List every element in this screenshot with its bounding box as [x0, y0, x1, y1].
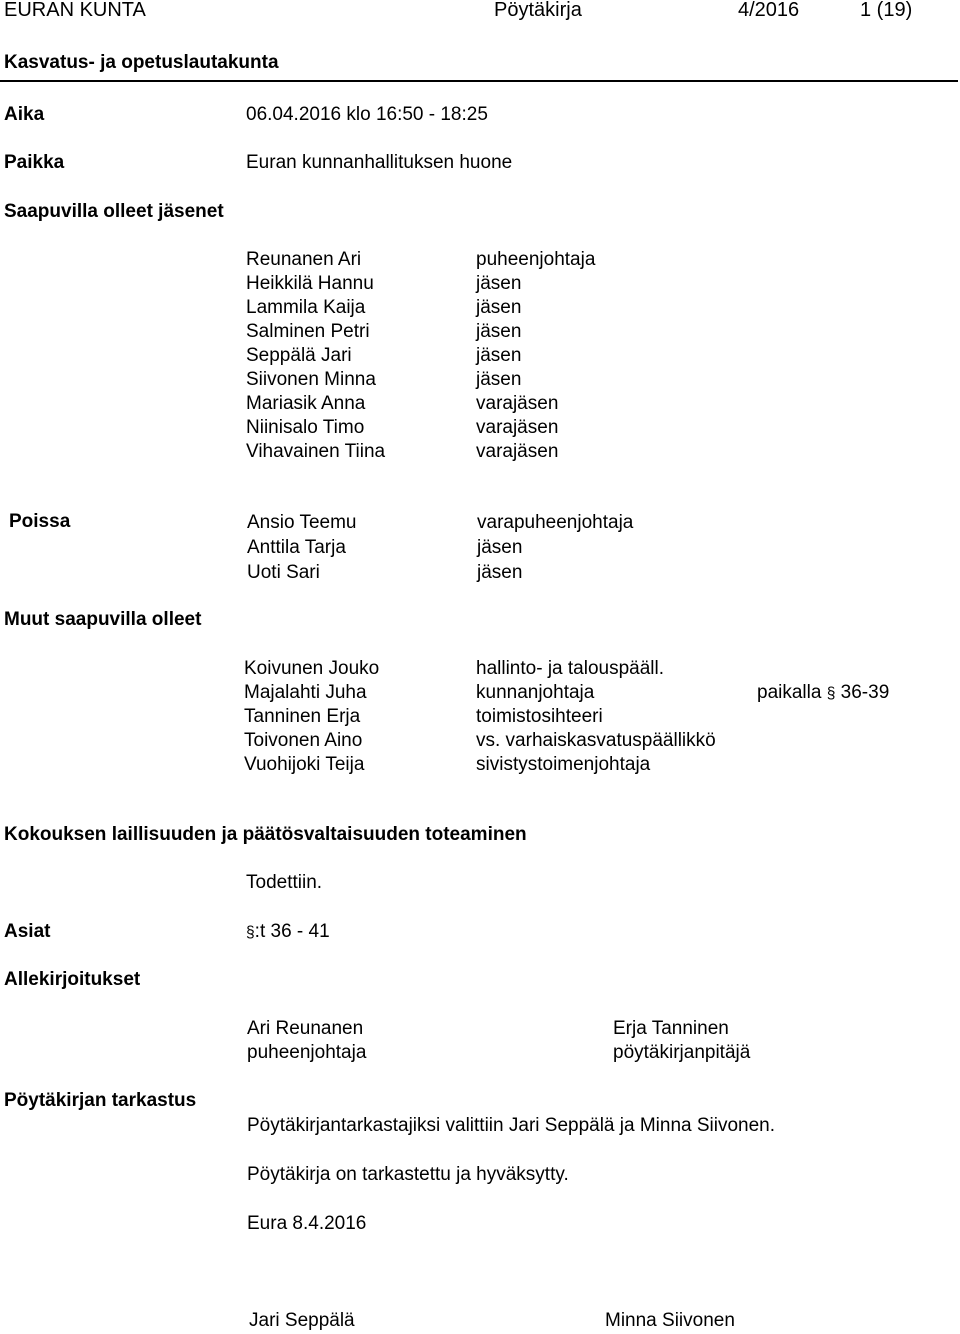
member-role: jäsen: [476, 345, 522, 366]
member-name: Heikkilä Hannu: [246, 273, 374, 294]
person-name: Vuohijoki Teija: [244, 754, 365, 775]
present-roles: [476, 248, 595, 464]
time-value: 06.04.2016 klo 16:50 - 18:25: [246, 104, 488, 125]
review-label: Pöytäkirjan tarkastus: [4, 1090, 197, 1111]
member-role: jäsen: [477, 537, 523, 558]
member-role: jäsen: [476, 297, 522, 318]
signer2-name: Erja Tanninen: [613, 1018, 729, 1039]
member-role: varajäsen: [476, 441, 559, 462]
person-role: vs. varhaiskasvatuspäällikkö: [476, 730, 716, 751]
others-names: [244, 657, 379, 777]
signatures-label: Allekirjoitukset: [4, 969, 141, 990]
member-role: puheenjohtaja: [476, 249, 596, 270]
person-role: toimistosihteeri: [476, 706, 603, 727]
present-names: [246, 248, 385, 464]
member-name: Ansio Teemu: [247, 512, 357, 533]
member-name: Niinisalo Timo: [246, 417, 365, 438]
member-role: jäsen: [476, 273, 522, 294]
quorum-value: Todettiin.: [246, 872, 323, 893]
section-sign: §: [246, 924, 255, 941]
header-doc-type: Pöytäkirja: [494, 0, 582, 21]
member-name: Seppälä Jari: [246, 345, 352, 366]
matters-value: [246, 920, 330, 945]
person-name: Majalahti Juha: [244, 682, 367, 703]
matters-range: :t 36 - 41: [254, 921, 330, 942]
member-role: jäsen: [477, 562, 523, 583]
member-role: jäsen: [476, 369, 522, 390]
member-name: Lammila Kaija: [246, 297, 366, 318]
place-value: Euran kunnanhallituksen huone: [246, 152, 513, 173]
absent-names: [247, 510, 357, 585]
member-name: Vihavainen Tiina: [246, 441, 386, 462]
quorum-label: Kokouksen laillisuuden ja päätösvaltaisuuden toteaminen: [4, 824, 527, 845]
member-role: varajäsen: [476, 393, 559, 414]
others-roles: [476, 657, 716, 777]
header-page: 1 (19): [860, 0, 913, 21]
member-name: Anttila Tarja: [247, 537, 346, 558]
member-name: Reunanen Ari: [246, 249, 362, 270]
matters-label: Asiat: [4, 921, 51, 942]
section-sign: §: [826, 685, 836, 702]
header-doc-number: 4/2016: [738, 0, 800, 21]
person-role: kunnanjohtaja: [476, 682, 595, 703]
member-name: Salminen Petri: [246, 321, 370, 342]
person-role: sivistystoimenjohtaja: [476, 754, 651, 775]
member-name: Siivonen Minna: [246, 369, 376, 390]
person-name: Toivonen Aino: [244, 730, 363, 751]
member-name: Mariasik Anna: [246, 393, 366, 414]
member-role: varapuheenjohtaja: [477, 512, 634, 533]
review-text: Pöytäkirjantarkastajiksi valittiin Jari Seppälä ja Minna Siivonen.: [247, 1115, 776, 1136]
time-label: Aika: [4, 104, 45, 125]
absent-label: Poissa: [9, 511, 71, 532]
signer1-title: puheenjohtaja: [247, 1042, 367, 1063]
others-label: Muut saapuvilla olleet: [4, 609, 202, 630]
reviewer1-name: Jari Seppälä: [249, 1310, 355, 1331]
board-name: Kasvatus- ja opetuslautakunta: [4, 52, 279, 73]
signer1-name: Ari Reunanen: [247, 1018, 364, 1039]
signer2-title: pöytäkirjanpitäjä: [613, 1042, 751, 1063]
header-divider: [0, 80, 958, 82]
review-place-date: Eura 8.4.2016: [247, 1213, 367, 1234]
header-municipality: EURAN KUNTA: [4, 0, 146, 21]
attendance-note: [757, 681, 889, 706]
place-label: Paikka: [4, 152, 65, 173]
person-name: Tanninen Erja: [244, 706, 361, 727]
member-role: jäsen: [476, 321, 522, 342]
review-approved-text: Pöytäkirja on tarkastettu ja hyväksytty.: [247, 1164, 569, 1185]
member-role: varajäsen: [476, 417, 559, 438]
present-label: Saapuvilla olleet jäsenet: [4, 201, 224, 222]
reviewer2-name: Minna Siivonen: [605, 1310, 735, 1331]
attendance-note-sections: 36-39: [840, 682, 890, 703]
person-role: hallinto- ja talouspääll.: [476, 658, 665, 679]
absent-roles: [477, 510, 633, 585]
attendance-note-text: paikalla: [757, 682, 822, 703]
member-name: Uoti Sari: [247, 562, 320, 583]
person-name: Koivunen Jouko: [244, 658, 380, 679]
